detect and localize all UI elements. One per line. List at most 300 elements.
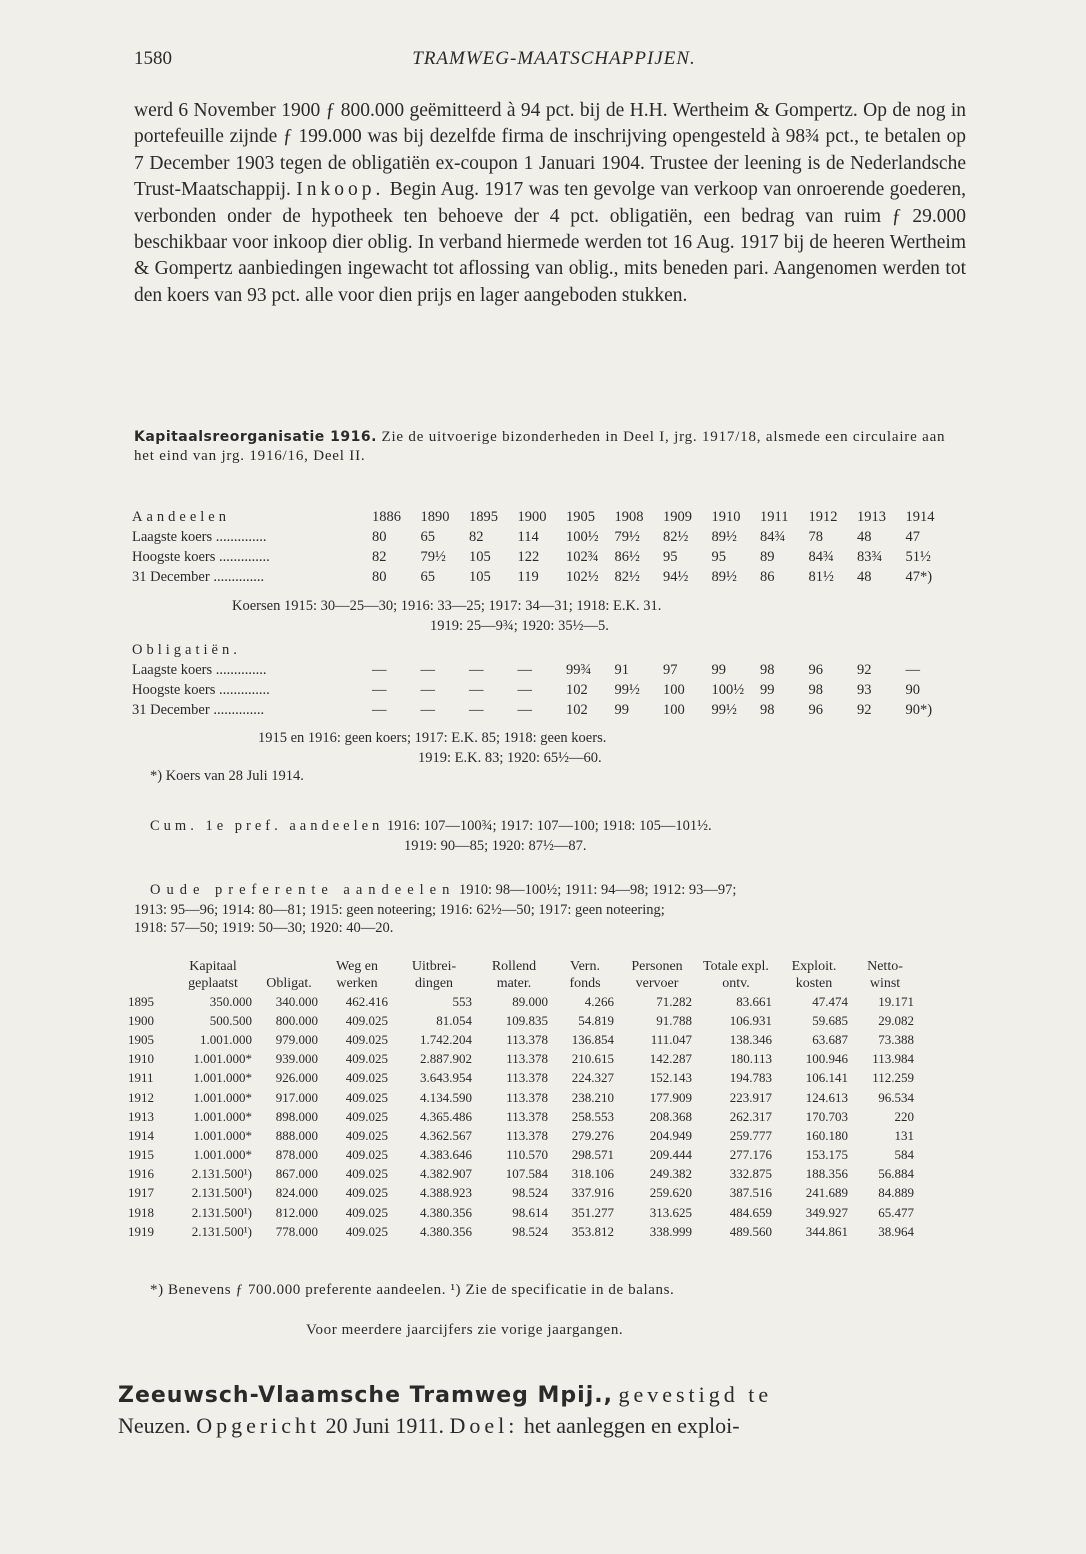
table-row	[128, 1107, 918, 1126]
value-cell: 82	[469, 528, 484, 545]
col-header-totale-expl-ontv: Totale expl. ontv.	[703, 959, 769, 991]
running-title: TRAMWEG-MAATSCHAPPIJEN.	[412, 48, 696, 69]
value-cell: 1.001.000	[200, 1031, 252, 1047]
value-cell: 100.946	[805, 1051, 848, 1067]
value-cell: 65	[420, 528, 435, 545]
aandeelen-header-row	[132, 507, 954, 527]
year-cell: 1918	[128, 1204, 154, 1220]
value-cell: 81½	[808, 568, 834, 585]
value-cell: 500.500	[209, 1012, 252, 1028]
value-cell: 208.368	[649, 1108, 692, 1124]
location: Neuzen.	[118, 1413, 191, 1438]
value-cell: 1.001.000*	[193, 1108, 252, 1124]
value-cell: 102¾	[566, 548, 599, 565]
table-row	[128, 992, 918, 1011]
obligatien-header-row	[132, 640, 954, 660]
value-cell: 800.000	[275, 1012, 318, 1028]
value-cell: 89½	[711, 528, 737, 545]
value-cell: 939.000	[275, 1051, 318, 1067]
reorg-text: Zie de uitvoerige bizonderheden in Deel I, jrg. 1917/18, alsmede een circulaire aan het eind van jrg. 1916/16, Deel II.	[134, 429, 946, 464]
col-header-weg-en-werken: Weg en werken	[335, 959, 379, 991]
value-cell: 78	[808, 528, 823, 545]
table-row	[128, 1126, 918, 1145]
table-row	[132, 527, 954, 547]
col-header-rollend-mater: Rollend mater.	[491, 959, 537, 991]
value-cell: 259.620	[649, 1185, 692, 1201]
value-cell: 71.282	[656, 993, 692, 1009]
value-cell: 106.931	[729, 1012, 772, 1028]
value-cell: 98.614	[512, 1204, 548, 1220]
value-cell: 153.175	[805, 1147, 848, 1163]
value-cell: 350.000	[209, 993, 252, 1009]
value-cell: 92	[857, 701, 872, 718]
finance-table	[128, 958, 918, 1241]
value-cell: 113.984	[872, 1051, 914, 1067]
value-cell: 409.025	[345, 1223, 388, 1239]
table-row	[128, 1146, 918, 1165]
value-cell: —	[517, 681, 532, 698]
year-cell: 1913	[128, 1108, 154, 1124]
value-cell: 109.835	[505, 1012, 548, 1028]
year-cell: 1912	[128, 1089, 154, 1105]
opgericht-label: Opgericht	[196, 1413, 321, 1438]
value-cell: 92	[857, 661, 872, 678]
value-cell: 93	[857, 681, 872, 698]
value-cell: 1.742.204	[420, 1031, 472, 1047]
oude-pref-line-3: 1918: 57—50; 1919: 50—30; 1920: 40—20.	[134, 920, 394, 936]
value-cell: 351.277	[571, 1204, 614, 1220]
value-cell: 80	[372, 568, 387, 585]
year-cell: 1911	[128, 1070, 154, 1086]
value-cell: 824.000	[275, 1185, 318, 1201]
value-cell: 349.927	[805, 1204, 848, 1220]
value-cell: 98.524	[512, 1223, 548, 1239]
value-cell: 3.643.954	[420, 1070, 472, 1086]
value-cell: 84.889	[878, 1185, 914, 1201]
value-cell: —	[372, 701, 387, 718]
value-cell: —	[372, 681, 387, 698]
value-cell: 102½	[566, 568, 599, 585]
value-cell: —	[469, 681, 484, 698]
cum-pref-values: 1916: 107—100¾; 1917: 107—100; 1918: 105—101½.	[386, 818, 712, 834]
value-cell: 95	[663, 548, 678, 565]
value-cell: 100½	[711, 681, 745, 698]
value-cell: 584	[894, 1147, 914, 1163]
value-cell: 277.176	[729, 1147, 772, 1163]
value-cell: 878.000	[275, 1147, 318, 1163]
value-cell: 138.346	[729, 1031, 772, 1047]
company-title: Zeeuwsch-Vlaamsche Tramweg Mpij.,	[118, 1383, 613, 1408]
value-cell: 409.025	[345, 1051, 388, 1067]
table-row	[128, 1030, 918, 1049]
value-cell: 65.477	[878, 1204, 914, 1220]
value-cell: 100	[663, 701, 685, 718]
value-cell: 124.613	[805, 1089, 848, 1105]
value-cell: 84¾	[760, 528, 786, 545]
table-row	[128, 1184, 918, 1203]
year-cell: 1910	[711, 508, 741, 525]
value-cell: 114	[517, 528, 539, 545]
table-row	[132, 680, 954, 700]
value-cell: 344.861	[805, 1223, 848, 1239]
year-cell: 1908	[614, 508, 644, 525]
next-company-section	[118, 1380, 968, 1441]
value-cell: 99	[711, 661, 726, 678]
value-cell: 96	[808, 701, 823, 718]
value-cell: 79½	[614, 528, 640, 545]
value-cell: 90	[905, 681, 920, 698]
table-row	[128, 1050, 918, 1069]
value-cell: 82	[372, 548, 387, 565]
value-cell: 2.131.500¹)	[191, 1204, 252, 1220]
value-cell: —	[420, 701, 435, 718]
inkoop-heading: Inkoop.	[296, 179, 385, 201]
value-cell: 337.916	[571, 1185, 614, 1201]
value-cell: 409.025	[345, 1147, 388, 1163]
value-cell: 409.025	[345, 1070, 388, 1086]
obligatien-footnote: *) Koers van 28 Juli 1914.	[150, 768, 304, 784]
year-cell: 1914	[905, 508, 935, 525]
value-cell: 1.001.000*	[193, 1070, 252, 1086]
col-header-vern-fonds: Vern. fonds	[569, 959, 601, 991]
value-cell: 489.560	[729, 1223, 772, 1239]
value-cell: 99½	[614, 681, 640, 698]
value-cell: 91	[614, 661, 629, 678]
koersen-line-2: 1919: 25—9¾; 1920: 35½—5.	[430, 618, 609, 634]
value-cell: 4.365.486	[420, 1108, 472, 1124]
value-cell: 90*)	[905, 701, 933, 718]
value-cell: 89.000	[512, 993, 548, 1009]
row-label: Laagste koers ..............	[132, 528, 267, 545]
more-years-note: Voor meerdere jaarcijfers zie vorige jaargangen.	[306, 1322, 624, 1338]
value-cell: 223.917	[729, 1089, 772, 1105]
value-cell: 4.380.356	[420, 1204, 472, 1220]
value-cell: 298.571	[571, 1147, 614, 1163]
value-cell: 332.875	[729, 1166, 772, 1182]
oude-pref-label: Oude preferente aandeelen	[150, 882, 456, 898]
value-cell: 1.001.000*	[193, 1051, 252, 1067]
value-cell: 98	[760, 701, 775, 718]
value-cell: 48	[857, 568, 872, 585]
value-cell: 54.819	[578, 1012, 614, 1028]
value-cell: 387.516	[729, 1185, 772, 1201]
value-cell: 79½	[420, 548, 446, 565]
value-cell: 136.854	[571, 1031, 614, 1047]
value-cell: 979.000	[275, 1031, 318, 1047]
value-cell: 553	[452, 993, 472, 1009]
intro-paragraph	[134, 98, 966, 309]
value-cell: 238.210	[571, 1089, 614, 1105]
table-row	[132, 547, 954, 567]
value-cell: 462.416	[345, 993, 388, 1009]
value-cell: 917.000	[275, 1089, 318, 1105]
value-cell: 1.001.000*	[193, 1147, 252, 1163]
value-cell: 82½	[614, 568, 640, 585]
value-cell: 353.812	[571, 1223, 614, 1239]
value-cell: 4.382.907	[420, 1166, 472, 1182]
table-row	[128, 1165, 918, 1184]
intro-text-1: werd 6 November 1900 ƒ 800.000 geëmitteerd à 94 pct. bij de H.H. Wertheim & Gompertz. Op de nog in portefeuille zijnde ƒ 199.000 was bij dezelfde firma de inschrijving opengesteld à 98¾ pct., te betalen op 7 December 1903 tegen de obligatiën ex-coupon 1 Januari 1904. Trustee der leening is de Nederlandsche Trust-Maatschappij.	[134, 100, 966, 201]
row-label: Hoogste koers ..............	[132, 681, 270, 698]
value-cell: 409.025	[345, 1185, 388, 1201]
value-cell: 1.001.000*	[193, 1089, 252, 1105]
reorg-paragraph	[134, 428, 966, 466]
value-cell: 152.143	[649, 1070, 692, 1086]
value-cell: 107.584	[505, 1166, 548, 1182]
col-header-obligat: Obligat.	[266, 976, 312, 991]
value-cell: 83¾	[857, 548, 883, 565]
col-header-netto-winst: Netto- winst	[867, 959, 903, 991]
value-cell: 409.025	[345, 1166, 388, 1182]
value-cell: 258.553	[571, 1108, 614, 1124]
value-cell: 4.266	[584, 993, 614, 1009]
value-cell: 4.362.567	[420, 1127, 472, 1143]
value-cell: 484.659	[729, 1204, 772, 1220]
value-cell: —	[517, 661, 532, 678]
value-cell: 99	[760, 681, 775, 698]
finance-table-body	[128, 992, 918, 1241]
value-cell: 210.615	[571, 1051, 614, 1067]
table-row	[128, 1069, 918, 1088]
value-cell: 48	[857, 528, 872, 545]
value-cell: 99½	[711, 701, 737, 718]
value-cell: 194.783	[729, 1070, 772, 1086]
value-cell: 778.000	[275, 1223, 318, 1239]
col-header-exploit-kosten: Exploit. kosten	[791, 959, 837, 991]
value-cell: —	[517, 701, 532, 718]
intro-text-2: Begin Aug. 1917 was ten gevolge van verkoop van onroerende goederen, verbonden onder de hypotheek ten behoeve der 4 pct. obligatiën, een bedrag van ruim ƒ 29.000 beschikbaar voor inkoop dier oblig. In verband hiermede werden tot 16 Aug. 1917 bij de heeren Wertheim & Gompertz aanbiedingen ingewacht tot aflossing van oblig., mits beneden pari. Aangenomen werden tot den koers van 93 pct. alle voor dien prijs en lager aangeboden stukken.	[134, 179, 966, 306]
value-cell: 177.909	[649, 1089, 692, 1105]
value-cell: 160.180	[805, 1127, 848, 1143]
value-cell: 340.000	[275, 993, 318, 1009]
value-cell: —	[469, 661, 484, 678]
year-cell: 1910	[128, 1051, 154, 1067]
value-cell: 2.131.500¹)	[191, 1223, 252, 1239]
value-cell: 111.047	[650, 1031, 692, 1047]
year-cell: 1915	[128, 1147, 154, 1163]
next-company-line-2	[118, 1411, 968, 1441]
value-cell: 38.964	[878, 1223, 914, 1239]
col-header-kapitaal: Kapitaal geplaatst	[188, 959, 238, 991]
value-cell: 888.000	[275, 1127, 318, 1143]
table-row	[132, 567, 954, 587]
value-cell: 113.378	[506, 1070, 548, 1086]
aandeelen-label: Aandeelen	[132, 508, 230, 525]
obligatien-note-1: 1915 en 1916: geen koers; 1917: E.K. 85; 1918: geen koers.	[258, 730, 607, 746]
row-label: Laagste koers ..............	[132, 661, 267, 678]
value-cell: 98	[760, 661, 775, 678]
value-cell: 59.685	[812, 1012, 848, 1028]
value-cell: 106.141	[805, 1070, 848, 1086]
value-cell: 81.054	[436, 1012, 472, 1028]
value-cell: 29.082	[878, 1012, 914, 1028]
value-cell: 97	[663, 661, 678, 678]
cum-pref-line-2: 1919: 90—85; 1920: 87½—87.	[404, 838, 587, 854]
value-cell: 249.382	[649, 1166, 692, 1182]
table-row	[132, 700, 954, 720]
value-cell: 409.025	[345, 1031, 388, 1047]
value-cell: 89	[760, 548, 775, 565]
value-cell: 409.025	[345, 1089, 388, 1105]
table-row	[128, 1088, 918, 1107]
value-cell: —	[420, 681, 435, 698]
year-cell: 1900	[517, 508, 547, 525]
value-cell: 113.378	[506, 1051, 548, 1067]
year-cell: 1917	[128, 1185, 154, 1201]
value-cell: —	[420, 661, 435, 678]
value-cell: 2.131.500¹)	[191, 1166, 252, 1182]
page-header	[134, 48, 974, 72]
value-cell: 19.171	[878, 993, 914, 1009]
value-cell: 89½	[711, 568, 737, 585]
gevestigd-label: gevestigd te	[618, 1382, 773, 1407]
value-cell: 220	[894, 1108, 914, 1124]
table-row	[132, 660, 954, 680]
value-cell: 95	[711, 548, 726, 565]
value-cell: 170.703	[805, 1108, 848, 1124]
value-cell: 105	[469, 548, 491, 565]
value-cell: 99¾	[566, 661, 592, 678]
year-cell: 1914	[128, 1127, 154, 1143]
value-cell: 259.777	[729, 1127, 772, 1143]
value-cell: 82½	[663, 528, 689, 545]
value-cell: 867.000	[275, 1166, 318, 1182]
year-cell: 1886	[372, 508, 401, 525]
value-cell: 56.884	[878, 1166, 914, 1182]
finance-footnote: *) Benevens ƒ 700.000 preferente aandeelen. ¹) Zie de specificatie in de balans.	[150, 1282, 675, 1298]
value-cell: 110.570	[506, 1147, 548, 1163]
value-cell: 96	[808, 661, 823, 678]
value-cell: 241.689	[805, 1185, 848, 1201]
value-cell: 1.001.000*	[193, 1127, 252, 1143]
value-cell: 51½	[905, 548, 931, 565]
value-cell: 898.000	[275, 1108, 318, 1124]
value-cell: 113.378	[506, 1108, 548, 1124]
value-cell: 188.356	[805, 1166, 848, 1182]
cum-pref-line-1	[150, 816, 712, 836]
value-cell: 91.788	[656, 1012, 692, 1028]
value-cell: 84¾	[808, 548, 834, 565]
obligatien-label: Obligatiën.	[132, 641, 241, 658]
doel-text: het aanleggen en exploi-	[523, 1413, 740, 1438]
reorg-title: Kapitaalsreorganisatie 1916.	[134, 429, 377, 445]
value-cell: 926.000	[275, 1070, 318, 1086]
value-cell: 2.131.500¹)	[191, 1185, 252, 1201]
value-cell: 180.113	[730, 1051, 772, 1067]
aandeelen-table	[132, 507, 954, 587]
value-cell: 100½	[566, 528, 599, 545]
value-cell: 262.317	[729, 1108, 772, 1124]
year-cell: 1890	[420, 508, 450, 525]
next-company-line-1	[118, 1380, 968, 1411]
value-cell: 47	[905, 528, 920, 545]
year-cell: 1905	[128, 1031, 154, 1047]
table-row	[128, 1222, 918, 1241]
year-cell: 1916	[128, 1166, 154, 1182]
founding-date: 20 Juni 1911.	[325, 1413, 445, 1438]
value-cell: —	[469, 701, 484, 718]
value-cell: 131	[894, 1127, 914, 1143]
value-cell: 86½	[614, 548, 640, 565]
value-cell: 47.474	[812, 993, 848, 1009]
value-cell: 142.287	[649, 1051, 692, 1067]
col-header-year	[128, 958, 170, 992]
value-cell: 113.378	[506, 1089, 548, 1105]
value-cell: 409.025	[345, 1127, 388, 1143]
value-cell: 83.661	[736, 993, 772, 1009]
year-cell: 1905	[566, 508, 595, 525]
value-cell: 338.999	[649, 1223, 692, 1239]
value-cell: 113.378	[506, 1031, 548, 1047]
value-cell: 94½	[663, 568, 689, 585]
value-cell: 100	[663, 681, 685, 698]
year-cell: 1919	[128, 1223, 154, 1239]
value-cell: 4.383.646	[420, 1147, 472, 1163]
koersen-line-1: Koersen 1915: 30—25—30; 1916: 33—25; 1917: 34—31; 1918: E.K. 31.	[232, 598, 662, 614]
value-cell: —	[905, 661, 920, 678]
value-cell: 86	[760, 568, 775, 585]
table-row	[128, 1011, 918, 1030]
value-cell: 2.887.902	[420, 1051, 472, 1067]
year-cell: 1913	[857, 508, 886, 525]
value-cell: 80	[372, 528, 387, 545]
row-label: 31 December ..............	[132, 701, 265, 718]
value-cell: 98.524	[512, 1185, 548, 1201]
value-cell: 122	[517, 548, 540, 565]
oude-pref-line-1	[150, 880, 736, 900]
value-cell: 409.025	[345, 1108, 388, 1124]
value-cell: 4.134.590	[420, 1089, 472, 1105]
row-label: 31 December ..............	[132, 568, 265, 585]
value-cell: 204.949	[649, 1127, 692, 1143]
cum-pref-label: Cum. 1e pref. aandeelen	[150, 818, 384, 834]
value-cell: 409.025	[345, 1012, 388, 1028]
obligatien-note-2: 1919: E.K. 83; 1920: 65½—60.	[418, 750, 602, 766]
value-cell: 47*)	[905, 568, 933, 585]
year-cell: 1909	[663, 508, 692, 525]
value-cell: —	[372, 661, 387, 678]
value-cell: 4.380.356	[420, 1223, 472, 1239]
value-cell: 102	[566, 701, 588, 718]
page-number: 1580	[134, 48, 172, 69]
value-cell: 73.388	[878, 1031, 914, 1047]
value-cell: 224.327	[571, 1070, 614, 1086]
value-cell: 63.687	[812, 1031, 848, 1047]
row-label: Hoogste koers ..............	[132, 548, 270, 565]
col-header-personen-vervoer: Personen vervoer	[631, 959, 683, 991]
value-cell: 112.259	[872, 1070, 914, 1086]
value-cell: 812.000	[275, 1204, 318, 1220]
doel-label: Doel:	[449, 1413, 519, 1438]
value-cell: 113.378	[506, 1127, 548, 1143]
value-cell: 102	[566, 681, 588, 698]
obligatien-table	[132, 640, 954, 720]
value-cell: 4.388.923	[420, 1185, 472, 1201]
year-cell: 1900	[128, 1012, 154, 1028]
value-cell: 318.106	[571, 1166, 614, 1182]
oude-pref-line-2: 1913: 95—96; 1914: 80—81; 1915: geen noteering; 1916: 62½—50; 1917: geen noteering;	[134, 902, 665, 918]
finance-header-row	[128, 958, 918, 992]
value-cell: 209.444	[649, 1147, 692, 1163]
value-cell: 313.625	[649, 1204, 692, 1220]
col-header-uitbreidingen: Uitbrei- dingen	[411, 959, 457, 991]
value-cell: 98	[808, 681, 823, 698]
value-cell: 65	[420, 568, 435, 585]
year-cell: 1895	[128, 993, 154, 1009]
value-cell: 105	[469, 568, 491, 585]
value-cell: 279.276	[571, 1127, 614, 1143]
value-cell: 96.534	[878, 1089, 914, 1105]
